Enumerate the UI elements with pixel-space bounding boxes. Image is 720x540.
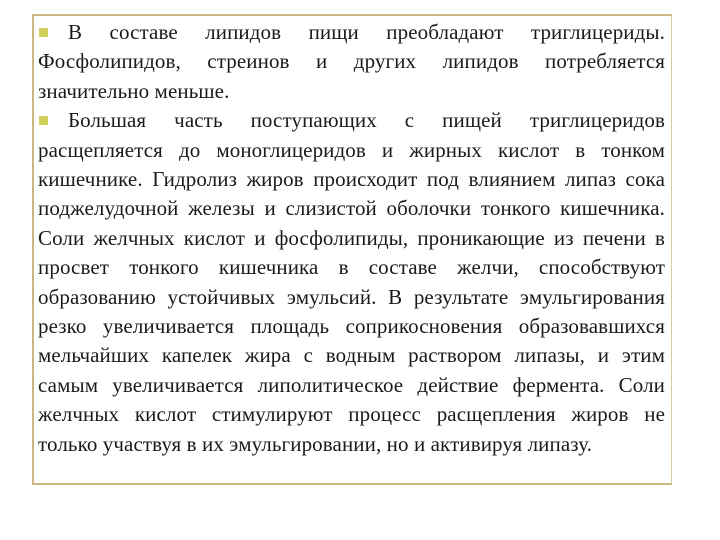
square-bullet-icon <box>39 28 48 37</box>
slide-body <box>38 18 665 459</box>
paragraph-text: В составе липидов пищи преобладают триглицериды. Фосфолипидов, стреинов и других липидов потребляется значительно меньше. <box>38 20 665 103</box>
paragraph-text: Большая часть поступающих с пищей триглицеридов расщепляется до моноглицеридов и жирных кислот в тонком кишечнике. Гидролиз жиров происходит под влиянием липаз сока поджелудочной железы и слизистой оболочки тонкого кишечника. Соли желчных кислот и фосфолипиды, проникающие из печени в просвет тонкого кишечника в составе желчи, способствуют образованию устойчивых эмульсий. В результате эмульгирования резко увеличивается площадь соприкосновения образовавшихся мельчайших капелек жира с водным раствором липазы, и этим самым увеличивается липолитическое действие фермента. Соли желчных кислот стимулируют процесс расщепления жиров не только участвуя в их эмульгировании, но и активируя липазу. <box>38 108 665 456</box>
paragraph-triglycerides <box>38 18 665 106</box>
square-bullet-icon <box>39 116 48 125</box>
paragraph-hydrolysis <box>38 106 665 459</box>
